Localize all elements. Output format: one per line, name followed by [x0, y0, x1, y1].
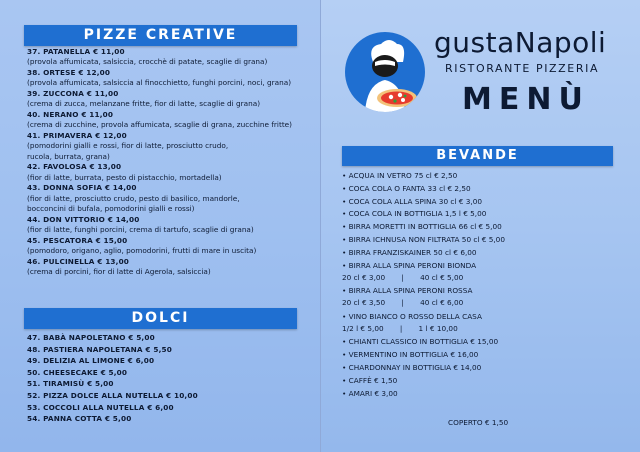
- bevanda-title: • BIRRA ALLA SPINA PERONI BIONDA: [342, 260, 477, 270]
- dolce-title: 49. DELIZIA AL LIMONE € 6,00: [27, 356, 155, 366]
- pizza-title: 42. FAVOLOSA € 13,00: [27, 162, 122, 172]
- bevanda-title: • BIRRA ICHNUSA NON FILTRATA 50 cl € 5,00: [342, 235, 505, 244]
- bevande-banner: BEVANDE: [342, 146, 613, 166]
- dolce-item: [27, 344, 172, 356]
- dolce-title: 50. CHEESECAKE € 5,00: [27, 367, 128, 377]
- bevanda-title: • CHIANTI CLASSICO IN BOTTIGLIA € 15,00: [342, 337, 499, 347]
- bevanda-item: [342, 349, 478, 361]
- bevanda-title: • BIRRA FRANZISKAINER 50 cl € 6,00: [342, 247, 477, 257]
- pizza-description: (fior di latte, funghi porcini, crema di tartufo, scaglie di grana): [27, 224, 254, 234]
- pizza-title: 44. DON VITTORIO € 14,00: [27, 214, 140, 224]
- bevanda-item: [342, 311, 482, 335]
- dolce-title: 53. COCCOLI ALLA NUTELLA € 6,00: [27, 402, 174, 412]
- pizza-description: (crema di porcini, fior di latte di Agerola, salsiccia): [27, 266, 211, 276]
- bevanda-sizes: 20 cl € 3,00 | 40 cl € 5,00: [342, 272, 464, 282]
- bevanda-title: • COCA COLA ALLA SPINA 30 cl € 3,00: [342, 196, 482, 206]
- bevanda-item: [342, 388, 398, 400]
- dolce-item: [27, 332, 155, 344]
- pizza-title: 40. NERANO € 11,00: [27, 110, 114, 119]
- pizza-item: [27, 236, 256, 257]
- bevanda-item: [342, 170, 457, 182]
- dolce-item: [27, 390, 198, 402]
- bevanda-title: • AMARI € 3,00: [342, 388, 398, 398]
- bevanda-item: [342, 196, 482, 208]
- brand-name: gustaNapoli: [434, 26, 607, 59]
- bevanda-item: [342, 234, 505, 246]
- pizza-title: 46. PULCINELLA € 13,00: [27, 256, 130, 266]
- dolce-title: 54. PANNA COTTA € 5,00: [27, 414, 132, 424]
- pizza-item: [27, 257, 211, 278]
- dolci-banner: DOLCI: [24, 308, 297, 329]
- bevanda-title: • COCA COLA IN BOTTIGLIA 1,5 l € 5,00: [342, 209, 487, 219]
- pizza-chef-icon: [345, 32, 425, 112]
- pizza-description: (provola affumicata, salsiccia, crocchè di patate, scaglie di grana): [27, 57, 268, 67]
- pizza-title: 43. DONNA SOFIA € 14,00: [27, 183, 137, 193]
- pizza-title: 41. PRIMAVERA € 12,00: [27, 131, 127, 140]
- bevanda-sizes: 20 cl € 3,50 | 40 cl € 6,00: [342, 298, 464, 308]
- pizza-item: [27, 68, 291, 89]
- pizza-item: [27, 47, 267, 68]
- bevanda-item: [342, 362, 481, 374]
- pizza-description: (provola affumicata, salsiccia al finocchietto, funghi porcini, noci, grana): [27, 78, 292, 88]
- pizza-title: 45. PESCATORA € 15,00: [27, 235, 128, 245]
- pizza-title: 38. ORTESE € 12,00: [27, 68, 111, 77]
- menu-title: MENÙ: [462, 82, 590, 117]
- bevanda-item: [342, 260, 476, 284]
- pizza-item: [27, 215, 254, 236]
- pizza-description: rucola, burrata, grana): [27, 151, 110, 161]
- dolce-title: 48. PASTIERA NAPOLETANA € 5,50: [27, 344, 172, 354]
- bevanda-title: • VINO BIANCO O ROSSO DELLA CASA: [342, 311, 482, 321]
- bevanda-item: [342, 221, 502, 233]
- dolce-item: [27, 367, 127, 379]
- bevanda-title: • COCA COLA O FANTA 33 cl € 2,50: [342, 183, 471, 193]
- bevanda-item: [342, 247, 477, 259]
- coperto-price: COPERTO € 1,50: [448, 418, 509, 427]
- pizza-item: [27, 110, 292, 131]
- pizza-item: [27, 183, 240, 214]
- dolce-item: [27, 413, 131, 425]
- pizza-item: [27, 89, 260, 110]
- pizza-description: (fior di latte, burrata, pesto di pistacchio, mortadella): [27, 172, 222, 182]
- bevanda-title: • ACQUA IN VETRO 75 cl € 2,50: [342, 171, 458, 180]
- bevanda-title: • VERMENTINO IN BOTTIGLIA € 16,00: [342, 350, 479, 360]
- pizza-description: (crema di zucchine, provola affumicata, scaglie di grana, zucchine fritte): [27, 120, 293, 130]
- bevanda-title: • BIRRA ALLA SPINA PERONI ROSSA: [342, 286, 473, 296]
- bevanda-item: [342, 285, 472, 309]
- dolce-title: 52. PIZZA DOLCE ALLA NUTELLA € 10,00: [27, 391, 198, 400]
- dolce-title: 47. BABÀ NAPOLETANO € 5,00: [27, 333, 155, 342]
- bevanda-item: [342, 183, 471, 195]
- bevanda-sizes: 1/2 l € 5,00 | 1 l € 10,00: [342, 324, 458, 333]
- dolce-item: [27, 378, 114, 390]
- dolce-item: [27, 355, 154, 367]
- pizza-item: [27, 131, 228, 162]
- brand-subtitle: RISTORANTE PIZZERIA: [445, 62, 600, 75]
- bevanda-item: [342, 208, 486, 220]
- dolce-title: 51. TIRAMISÙ € 5,00: [27, 379, 114, 389]
- bevanda-item: [342, 336, 498, 348]
- pizza-description: (pomodorini gialli e rossi, fior di latte, prosciutto crudo,: [27, 141, 229, 151]
- pizze-creative-banner: PIZZE CREATIVE: [24, 25, 297, 46]
- dolce-item: [27, 402, 174, 414]
- bevanda-title: • CAFFÈ € 1,50: [342, 375, 398, 385]
- bevanda-title: • CHARDONNAY IN BOTTIGLIA € 14,00: [342, 363, 482, 372]
- pizza-description: bocconcini di bufala, pomodorini gialli e rossi): [27, 203, 195, 213]
- pizza-description: (crema di zucca, melanzane fritte, fior di latte, scaglie di grana): [27, 99, 261, 109]
- pizza-title: 39. ZUCCONA € 11,00: [27, 89, 119, 98]
- pizza-description: (fior di latte, prosciutto crudo, pesto di basilico, mandorle,: [27, 193, 240, 203]
- pizza-title: 37. PATANELLA € 11,00: [27, 47, 125, 56]
- pizza-description: (pomodoro, origano, aglio, pomodorini, frutti di mare in uscita): [27, 245, 257, 255]
- pizza-item: [27, 162, 222, 183]
- bevanda-item: [342, 375, 397, 387]
- bevanda-title: • BIRRA MORETTI IN BOTTIGLIA 66 cl € 5,00: [342, 222, 502, 232]
